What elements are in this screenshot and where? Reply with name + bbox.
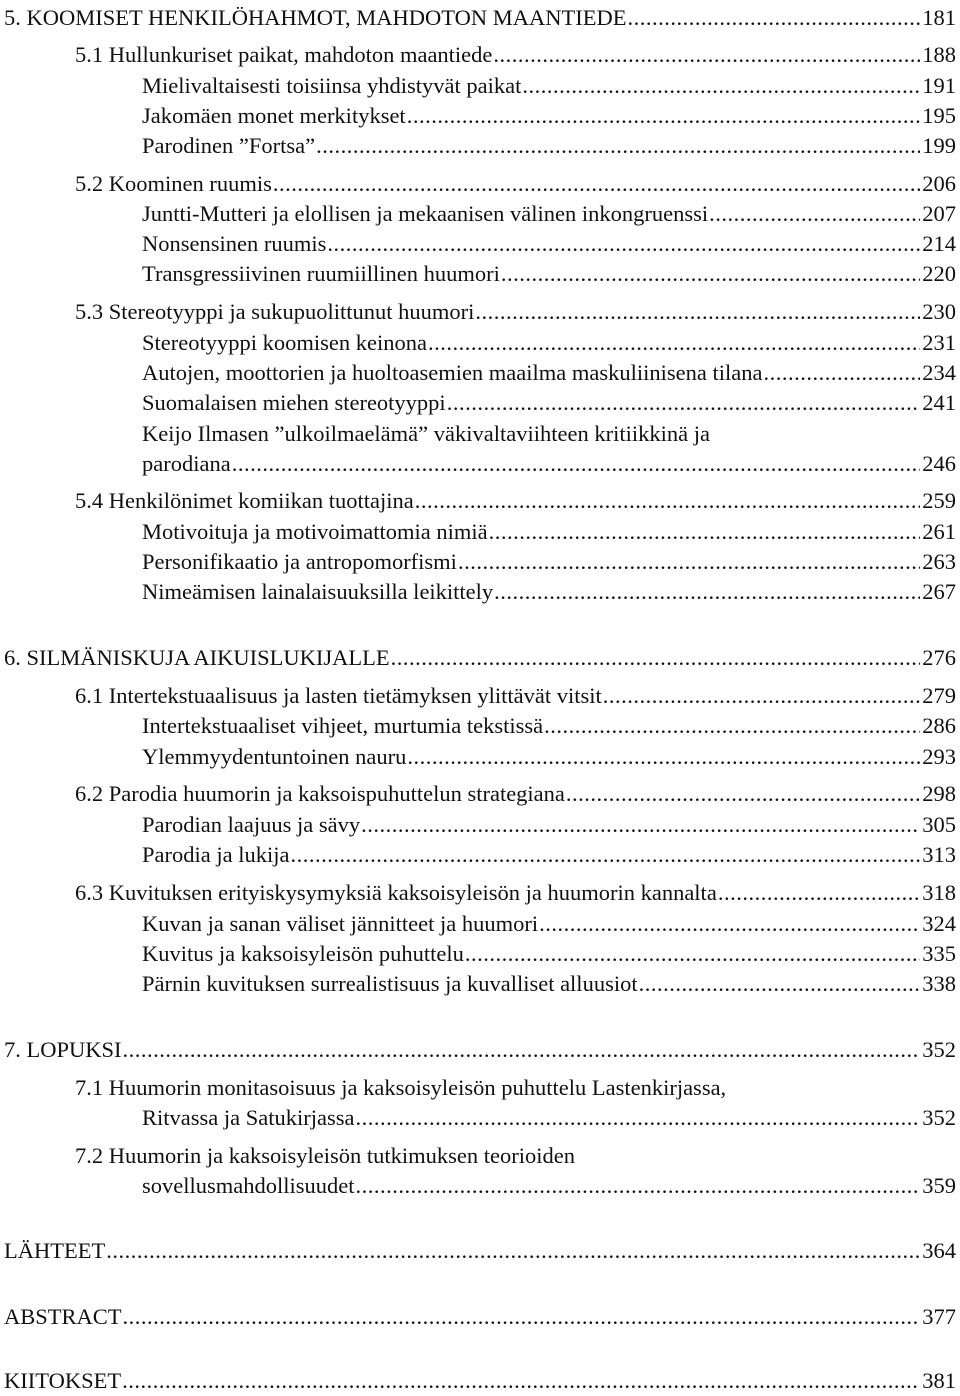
toc-entry-title: 5.3 Stereotyyppi ja sukupuolittunut huumori [75, 299, 475, 324]
toc-entry-page: 188 [922, 42, 956, 67]
toc-entry-page: 234 [922, 360, 956, 385]
toc-entry-page: 195 [922, 103, 956, 128]
toc-entry-title: Nonsensinen ruumis [142, 231, 327, 256]
toc-entry-page: 324 [922, 911, 956, 936]
toc-entry-page: 338 [922, 971, 956, 996]
dot-leader [539, 909, 920, 939]
dot-leader [407, 742, 920, 772]
toc-entry-chapter-5[interactable] [4, 3, 956, 33]
toc-entry-title: KIITOKSET [4, 1368, 122, 1393]
dot-leader [603, 681, 920, 711]
dot-leader [123, 1302, 921, 1332]
dot-leader [522, 71, 920, 101]
toc-entry-section-6-3[interactable] [75, 878, 956, 908]
toc-entry-subsection[interactable] [142, 131, 956, 161]
dot-leader [407, 101, 921, 131]
toc-entry-page: 359 [922, 1173, 956, 1198]
toc-entry-page: 263 [922, 549, 956, 574]
toc-entry-title-continued: parodiana [142, 451, 231, 476]
toc-entry-subsection[interactable] [142, 577, 956, 607]
dot-leader [566, 779, 920, 809]
toc-entry-title: Suomalaisen miehen stereotyyppi [142, 390, 446, 415]
dot-leader [316, 131, 920, 161]
dot-leader [639, 969, 921, 999]
toc-entry-title: Autojen, moottorien ja huoltoasemien maailma maskuliinisena tilana [142, 360, 763, 385]
toc-entry-chapter-6[interactable] [4, 643, 956, 673]
toc-entry-title: 6.3 Kuvituksen erityiskysymyksiä kaksoisyleisön ja huumorin kannalta [75, 880, 717, 905]
dot-leader [475, 297, 920, 327]
toc-entry-page: 286 [922, 713, 956, 738]
dot-leader [458, 547, 920, 577]
dot-leader [489, 517, 921, 547]
toc-entry-title: 7. LOPUKSI [4, 1037, 122, 1062]
toc-entry-title: Parodian laajuus ja sävy [142, 812, 361, 837]
toc-entry-page: 199 [922, 133, 956, 158]
toc-entry-title: 5.4 Henkilönimet komiikan tuottajina [75, 488, 414, 513]
toc-entry-title: Nimeämisen lainalaisuuksilla leikittely [142, 579, 494, 604]
toc-entry-title: ABSTRACT [4, 1304, 122, 1329]
toc-entry-title: Juntti-Mutteri ja elollisen ja mekaanisen välinen inkongruenssi [142, 201, 709, 226]
toc-entry-section-7-2[interactable] [75, 1141, 956, 1201]
dot-leader [106, 1236, 920, 1266]
dot-leader [428, 328, 920, 358]
dot-leader [327, 229, 920, 259]
dot-leader [627, 3, 920, 33]
toc-entry-title: Intertekstuaaliset vihjeet, murtumia tekstissä [142, 713, 544, 738]
toc-entry-title: 5.2 Koominen ruumis [75, 171, 272, 196]
toc-entry-subsection[interactable] [142, 517, 956, 547]
toc-entry-section-5-2[interactable] [75, 169, 956, 199]
toc-entry-subsection[interactable] [142, 969, 956, 999]
dot-leader [232, 449, 921, 479]
toc-entry-page: 364 [922, 1238, 956, 1263]
toc-entry-subsection[interactable] [142, 547, 956, 577]
toc-entry-page: 220 [922, 261, 956, 286]
toc-entry-page: 214 [922, 231, 956, 256]
toc-entry-subsection[interactable] [142, 101, 956, 131]
dot-leader [494, 577, 920, 607]
dot-leader [709, 199, 920, 229]
dot-leader [465, 939, 920, 969]
toc-entry-title: Motivoituja ja motivoimattomia nimiä [142, 519, 488, 544]
toc-entry-title: Kuvan ja sanan väliset jännitteet ja huumori [142, 911, 539, 936]
toc-entry-title: Parodia ja lukija [142, 842, 290, 867]
toc-entry-page: 267 [922, 579, 956, 604]
toc-entry-title-continued: Ritvassa ja Satukirjassa [142, 1105, 355, 1130]
toc-entry-page: 352 [922, 1037, 956, 1062]
toc-entry-page: 352 [922, 1105, 956, 1130]
toc-entry-page: 318 [922, 880, 956, 905]
toc-entry-page: 261 [922, 519, 956, 544]
toc-entry-title: Ylemmyydentuntoinen nauru [142, 744, 407, 769]
toc-entry-references[interactable] [4, 1236, 956, 1266]
toc-entry-section-6-1[interactable] [75, 681, 956, 711]
toc-entry-subsection[interactable] [142, 939, 956, 969]
toc-entry-subsection[interactable] [142, 199, 956, 229]
toc-entry-title: Jakomäen monet merkitykset [142, 103, 406, 128]
toc-entry-subsection[interactable] [142, 419, 956, 479]
dot-leader [273, 169, 920, 199]
toc-entry-page: 191 [922, 73, 956, 98]
toc-entry-acknowledgements[interactable] [4, 1366, 956, 1396]
toc-entry-section-5-3[interactable] [75, 297, 956, 327]
dot-leader [122, 1366, 920, 1396]
dot-leader [447, 388, 921, 418]
toc-entry-page: 259 [922, 488, 956, 513]
toc-entry-subsection[interactable] [142, 358, 956, 388]
toc-entry-subsection[interactable] [142, 742, 956, 772]
toc-entry-section-6-2[interactable] [75, 779, 956, 809]
dot-leader [763, 358, 920, 388]
toc-entry-subsection[interactable] [142, 259, 956, 289]
dot-leader [493, 40, 920, 70]
toc-entry-page: 207 [922, 201, 956, 226]
toc-entry-subsection[interactable] [142, 71, 956, 101]
toc-entry-page: 293 [922, 744, 956, 769]
toc-entry-title: Keijo Ilmasen ”ulkoilmaelämä” väkivaltaviihteen kritiikkinä ja [142, 421, 710, 446]
dot-leader [290, 840, 920, 870]
toc-entry-section-5-4[interactable] [75, 486, 956, 516]
dot-leader [391, 643, 921, 673]
toc-entry-title: 6.2 Parodia huumorin ja kaksoispuhuttelun strategiana [75, 781, 565, 806]
toc-entry-page: 298 [922, 781, 956, 806]
dot-leader [123, 1035, 921, 1065]
dot-leader [415, 486, 921, 516]
toc-entry-title: Personifikaatio ja antropomorfismi [142, 549, 457, 574]
toc-entry-title: 5. KOOMISET HENKILÖHAHMOT, MAHDOTON MAANTIEDE [4, 5, 627, 30]
dot-leader [501, 259, 920, 289]
toc-entry-page: 335 [922, 941, 956, 966]
dot-leader [361, 810, 920, 840]
toc-entry-chapter-7[interactable] [4, 1035, 956, 1065]
toc-entry-title-continued: sovellusmahdollisuudet [142, 1173, 355, 1198]
toc-entry-subsection[interactable] [142, 388, 956, 418]
toc-entry-title: 5.1 Hullunkuriset paikat, mahdoton maantiede [75, 42, 493, 67]
toc-entry-section-5-1[interactable] [75, 40, 956, 70]
toc-entry-title: 6.1 Intertekstuaalisuus ja lasten tietämyksen ylittävät vitsit [75, 683, 602, 708]
dot-leader [356, 1171, 921, 1201]
toc-entry-page: 377 [922, 1304, 956, 1329]
toc-entry-subsection[interactable] [142, 909, 956, 939]
toc-entry-title: LÄHTEET [4, 1238, 106, 1263]
toc-entry-title: 6. SILMÄNISKUJA AIKUISLUKIJALLE [4, 645, 390, 670]
toc-entry-abstract[interactable] [4, 1302, 956, 1332]
dot-leader [544, 711, 920, 741]
toc-entry-title: Parodinen ”Fortsa” [142, 133, 316, 158]
toc-entry-subsection[interactable] [142, 229, 956, 259]
toc-entry-subsection[interactable] [142, 328, 956, 358]
toc-entry-page: 313 [922, 842, 956, 867]
toc-entry-page: 181 [922, 5, 956, 30]
toc-entry-page: 231 [922, 330, 956, 355]
toc-entry-subsection[interactable] [142, 810, 956, 840]
toc-entry-subsection[interactable] [142, 840, 956, 870]
toc-entry-title: Pärnin kuvituksen surrealistisuus ja kuvalliset alluusiot [142, 971, 638, 996]
toc-entry-subsection[interactable] [142, 711, 956, 741]
toc-entry-page: 241 [922, 390, 956, 415]
toc-entry-page: 230 [922, 299, 956, 324]
toc-entry-title: Mielivaltaisesti toisiinsa yhdistyvät paikat [142, 73, 522, 98]
toc-entry-page: 381 [922, 1368, 956, 1393]
toc-entry-page: 206 [922, 171, 956, 196]
toc-entry-page: 279 [922, 683, 956, 708]
toc-entry-page: 246 [922, 451, 956, 476]
toc-entry-title: 7.2 Huumorin ja kaksoisyleisön tutkimuksen teorioiden [75, 1143, 575, 1168]
toc-entry-title: Stereotyyppi koomisen keinona [142, 330, 427, 355]
toc-entry-page: 276 [922, 645, 956, 670]
dot-leader [355, 1103, 920, 1133]
toc-entry-title: Transgressiivinen ruumiillinen huumori [142, 261, 500, 286]
toc-entry-page: 305 [922, 812, 956, 837]
toc-entry-title: Kuvitus ja kaksoisyleisön puhuttelu [142, 941, 464, 966]
dot-leader [718, 878, 920, 908]
toc-entry-title: 7.1 Huumorin monitasoisuus ja kaksoisyleisön puhuttelu Lastenkirjassa, [75, 1075, 727, 1100]
toc-entry-section-7-1[interactable] [75, 1073, 956, 1133]
